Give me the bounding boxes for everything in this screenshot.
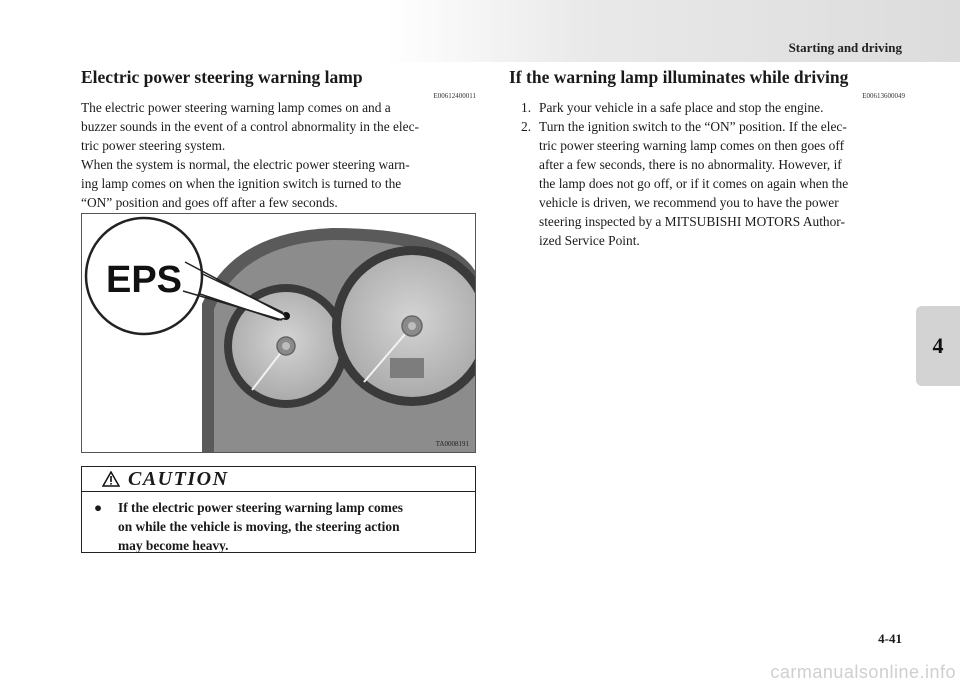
step-number: 2. [521,119,532,134]
instrument-cluster-figure [81,213,476,453]
text-line: ized Service Point. [539,233,640,248]
text-line: the lamp does not go off, or if it comes on again when the [539,176,849,191]
step-item [521,98,904,117]
step-item [521,117,904,250]
text-line: tric power steering system. [81,138,226,153]
watermark: carmanualsonline.info [770,662,956,682]
text-line: tric power steering warning lamp comes on then goes off [539,138,845,153]
text-line: Park your vehicle in a safe place and stop the engine. [539,100,824,115]
text-line: The electric power steering warning lamp comes on and a [81,100,391,115]
eps-lamp-label: EPS [105,259,183,301]
text-line: When the system is normal, the electric power steering warn- [81,157,410,172]
left-section-code: E00612400011 [433,92,476,100]
left-paragraph-1 [81,98,476,155]
caution-title: CAUTION [128,468,229,490]
right-section-code: E00613600049 [862,92,905,100]
text-line: buzzer sounds in the event of a control abnormality in the elec- [81,119,419,134]
section-title: Starting and driving [788,40,902,55]
left-heading: Electric power steering warning lamp [81,67,363,87]
text-line: on while the vehicle is moving, the steering action [118,519,400,534]
caution-body [94,498,463,555]
text-line: steering inspected by a MITSUBISHI MOTORS Author- [539,214,845,229]
text-line: may become heavy. [118,538,229,553]
steps-list [521,98,904,250]
caution-text [118,498,463,555]
warning-triangle-icon [102,471,120,487]
bullet-icon: ● [94,500,103,515]
text-line: ing lamp comes on when the ignition switch is turned to the [81,176,402,191]
step-number: 1. [521,100,532,115]
text-line: “ON” position and goes off after a few seconds. [81,195,338,210]
caution-header [82,467,475,492]
chapter-tab: 4 [916,306,960,386]
text-line: after a few seconds, there is no abnormality. However, if [539,157,842,172]
caution-box [81,466,476,553]
instrument-cluster-illustration [82,214,476,453]
right-heading: If the warning lamp illuminates while driving [509,67,849,87]
left-paragraph-2 [81,155,476,212]
text-line: If the electric power steering warning lamp comes [118,500,403,515]
figure-code: TA0008191 [435,440,469,448]
page-number: 4-41 [878,631,902,646]
text-line: Turn the ignition switch to the “ON” position. If the elec- [539,119,847,134]
text-line: vehicle is driven, we recommend you to have the power [539,195,839,210]
